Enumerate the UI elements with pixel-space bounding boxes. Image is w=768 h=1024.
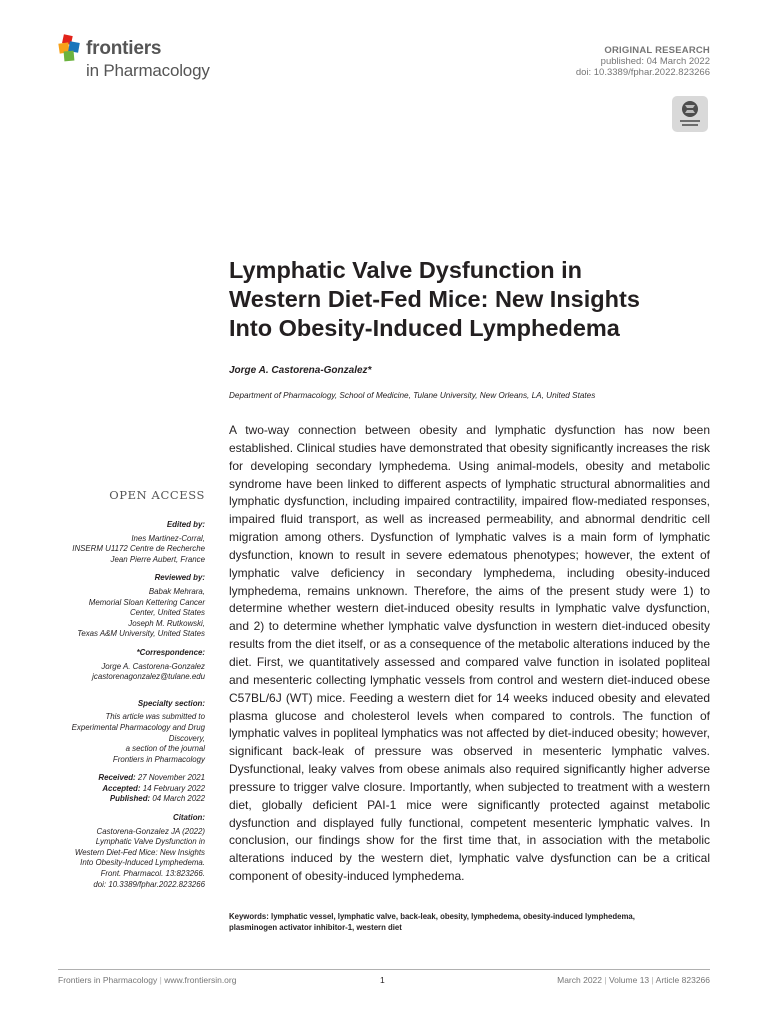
specialty-line: Discovery, <box>168 733 205 743</box>
article-title <box>229 256 729 343</box>
footer-journal <box>58 975 236 985</box>
check-updates-badge-icon <box>672 96 708 132</box>
footer-journal-name: Frontiers in Pharmacology <box>58 975 158 985</box>
received-label: Received: <box>98 773 136 783</box>
received-value: 27 November 2021 <box>135 773 205 783</box>
published-label: Published: <box>109 794 151 804</box>
author-affiliation: Department of Pharmacology, School of Medicine, Tulane University, New Orleans, LA, United States <box>229 391 596 400</box>
author-name: Jorge A. Castorena-Gonzalez* <box>229 365 372 376</box>
keywords <box>229 911 710 933</box>
specialty-line: This article was submitted to <box>105 712 205 722</box>
page-number: 1 <box>380 975 385 985</box>
published-date-side <box>58 794 205 805</box>
citation-line: Castorena-Gonzalez JA (2022) <box>96 826 205 836</box>
open-access-label: OPEN ACCESS <box>109 488 205 502</box>
journal-name-line2: in Pharmacology <box>86 61 210 80</box>
published-date: published: 04 March 2022 <box>600 56 710 67</box>
specialty-line: Frontiers in Pharmacology <box>112 754 205 764</box>
citation-line: Into Obesity-Induced Lymphedema. <box>80 858 205 868</box>
correspondence-label: *Correspondence: <box>136 647 205 657</box>
footer-date: March 2022 <box>557 975 603 985</box>
footer-separator: | <box>651 975 654 985</box>
article-meta-header <box>576 45 710 78</box>
footer-website-link[interactable]: www.frontiersin.org <box>164 975 237 985</box>
reviewer-line: Center, United States <box>129 608 205 618</box>
correspondence-name: Jorge A. Castorena-Gonzalez <box>101 661 205 671</box>
citation-label: Citation: <box>173 813 205 823</box>
article-doi: doi: 10.3389/fphar.2022.823266 <box>575 67 710 78</box>
check-for-updates-icon[interactable] <box>672 96 708 132</box>
title-line: Into Obesity-Induced Lymphedema <box>229 315 620 341</box>
received-date <box>58 773 205 784</box>
title-line: Lymphatic Valve Dysfunction in <box>229 257 583 283</box>
footer-separator: | <box>604 975 607 985</box>
title-line: Western Diet-Fed Mice: New Insights <box>229 286 640 312</box>
edited-by-label: Edited by: <box>166 520 205 529</box>
specialty-section-label: Specialty section: <box>137 698 205 708</box>
specialty-line: Experimental Pharmacology and Drug <box>71 722 205 732</box>
keywords-list-line2: plasminogen activator inhibitor-1, western diet <box>229 923 402 932</box>
reviewer-line: Texas A&M University, United States <box>77 629 205 639</box>
abstract-text: A two-way connection between obesity and lymphatic dysfunction has now been established. Clinical studies have demonstrated that obesity significantly increases the risk for developing secondary lymphedema. Using animal-models, obesity and metabolic syndrome have been linked to different aspects of lymphatic structural abnormalities and lymphatic dysfunction, including impaired contractility, impaired flow-mediated responses, impaired fluid transport, as well as increased permeability, and abnormal dendritic cell migration among others. Dysfunction of lymphatic valves is a main form of lymphatic dysfunction, known to result in severe edematous phenotypes; however, the extent of lymphatic valve deficiency in secondary lymphedema, including obesity-induced lymphedema, remains unknown. Therefore, the aims of the present study were 1) to determine whether western diet-induced obesity results in lymphatic valve dysfunction, and 2) to determine whether lymphatic valve dysfunction in western diet-induced obesity results from the diet itself, or as a consequence of the metabolic alterations induced by the diet. First, we quantitatively assessed and compared valve function in isolated popliteal and mesenteric collecting lymphatic vessels from control and western diet-induced obese C57BL/6J (WT) mice. Feeding a western diet for 14 weeks induced obesity and elevated plasma glucose and cholesterol levels when compared to controls. The function of lymphatic valves in popliteal lymphatics was not affected by diet-induced obesity; however, significant back-leak of pressure was observed in mesenteric lymphatic valves. Dysfunctional, leaky valves from obese animals also required significantly higher adverse pressure to trigger valve closure. Importantly, when subjected to treatment with a western diet, globally deficient PAI-1 mice were significantly protected against metabolic dysfunction and displayed fully functional, competent mesenteric lymphatic valves. In conclusion, our findings show for the first time that, in association with the metabolic alterations induced by the western diet, lymphatic valve dysfunction can be a critical component of obesity-induced lymphedema. <box>229 423 710 884</box>
footer-article-number: Article 823266 <box>655 975 710 985</box>
frontiers-logo-icon <box>58 34 82 62</box>
article-type: ORIGINAL RESEARCH <box>604 45 710 56</box>
reviewer-line: Memorial Sloan Kettering Cancer <box>88 597 205 607</box>
published-value: 04 March 2022 <box>150 794 205 804</box>
reviewer-line: Babak Mehrara, <box>148 586 205 596</box>
citation-line: Front. Pharmacol. 13:823266. <box>100 869 205 879</box>
accepted-label: Accepted: <box>102 783 141 793</box>
citation-line: Western Diet-Fed Mice: New Insights <box>74 847 205 857</box>
journal-name-line1: frontiers <box>86 38 162 59</box>
correspondence-email[interactable]: jcastorenagonzalez@tulane.edu <box>92 672 205 682</box>
specialty-line: a section of the journal <box>125 744 205 754</box>
editor-line: Jean Pierre Aubert, France <box>110 554 205 564</box>
footer-separator: | <box>159 975 162 985</box>
editor-line: INSERM U1172 Centre de Recherche <box>72 544 205 554</box>
keywords-list-line1: lymphatic vessel, lymphatic valve, back-leak, obesity, lymphedema, obesity-induced lymphedema, <box>268 912 635 921</box>
footer-divider <box>58 969 710 970</box>
accepted-date <box>58 784 205 795</box>
citation-line: doi: 10.3389/fphar.2022.823266 <box>93 879 205 889</box>
footer-volume: Volume 13 <box>608 975 650 985</box>
article-sidebar <box>58 488 205 890</box>
citation-line: Lymphatic Valve Dysfunction in <box>95 837 205 847</box>
reviewer-line: Joseph M. Rutkowski, <box>128 618 205 628</box>
footer-issue-info <box>557 975 710 985</box>
keywords-label: Keywords: <box>229 912 269 921</box>
accepted-value: 14 February 2022 <box>140 783 205 793</box>
journal-logo <box>58 34 228 82</box>
reviewed-by-label: Reviewed by: <box>154 573 205 583</box>
editor-line: Ines Martinez-Corral, <box>131 533 205 543</box>
